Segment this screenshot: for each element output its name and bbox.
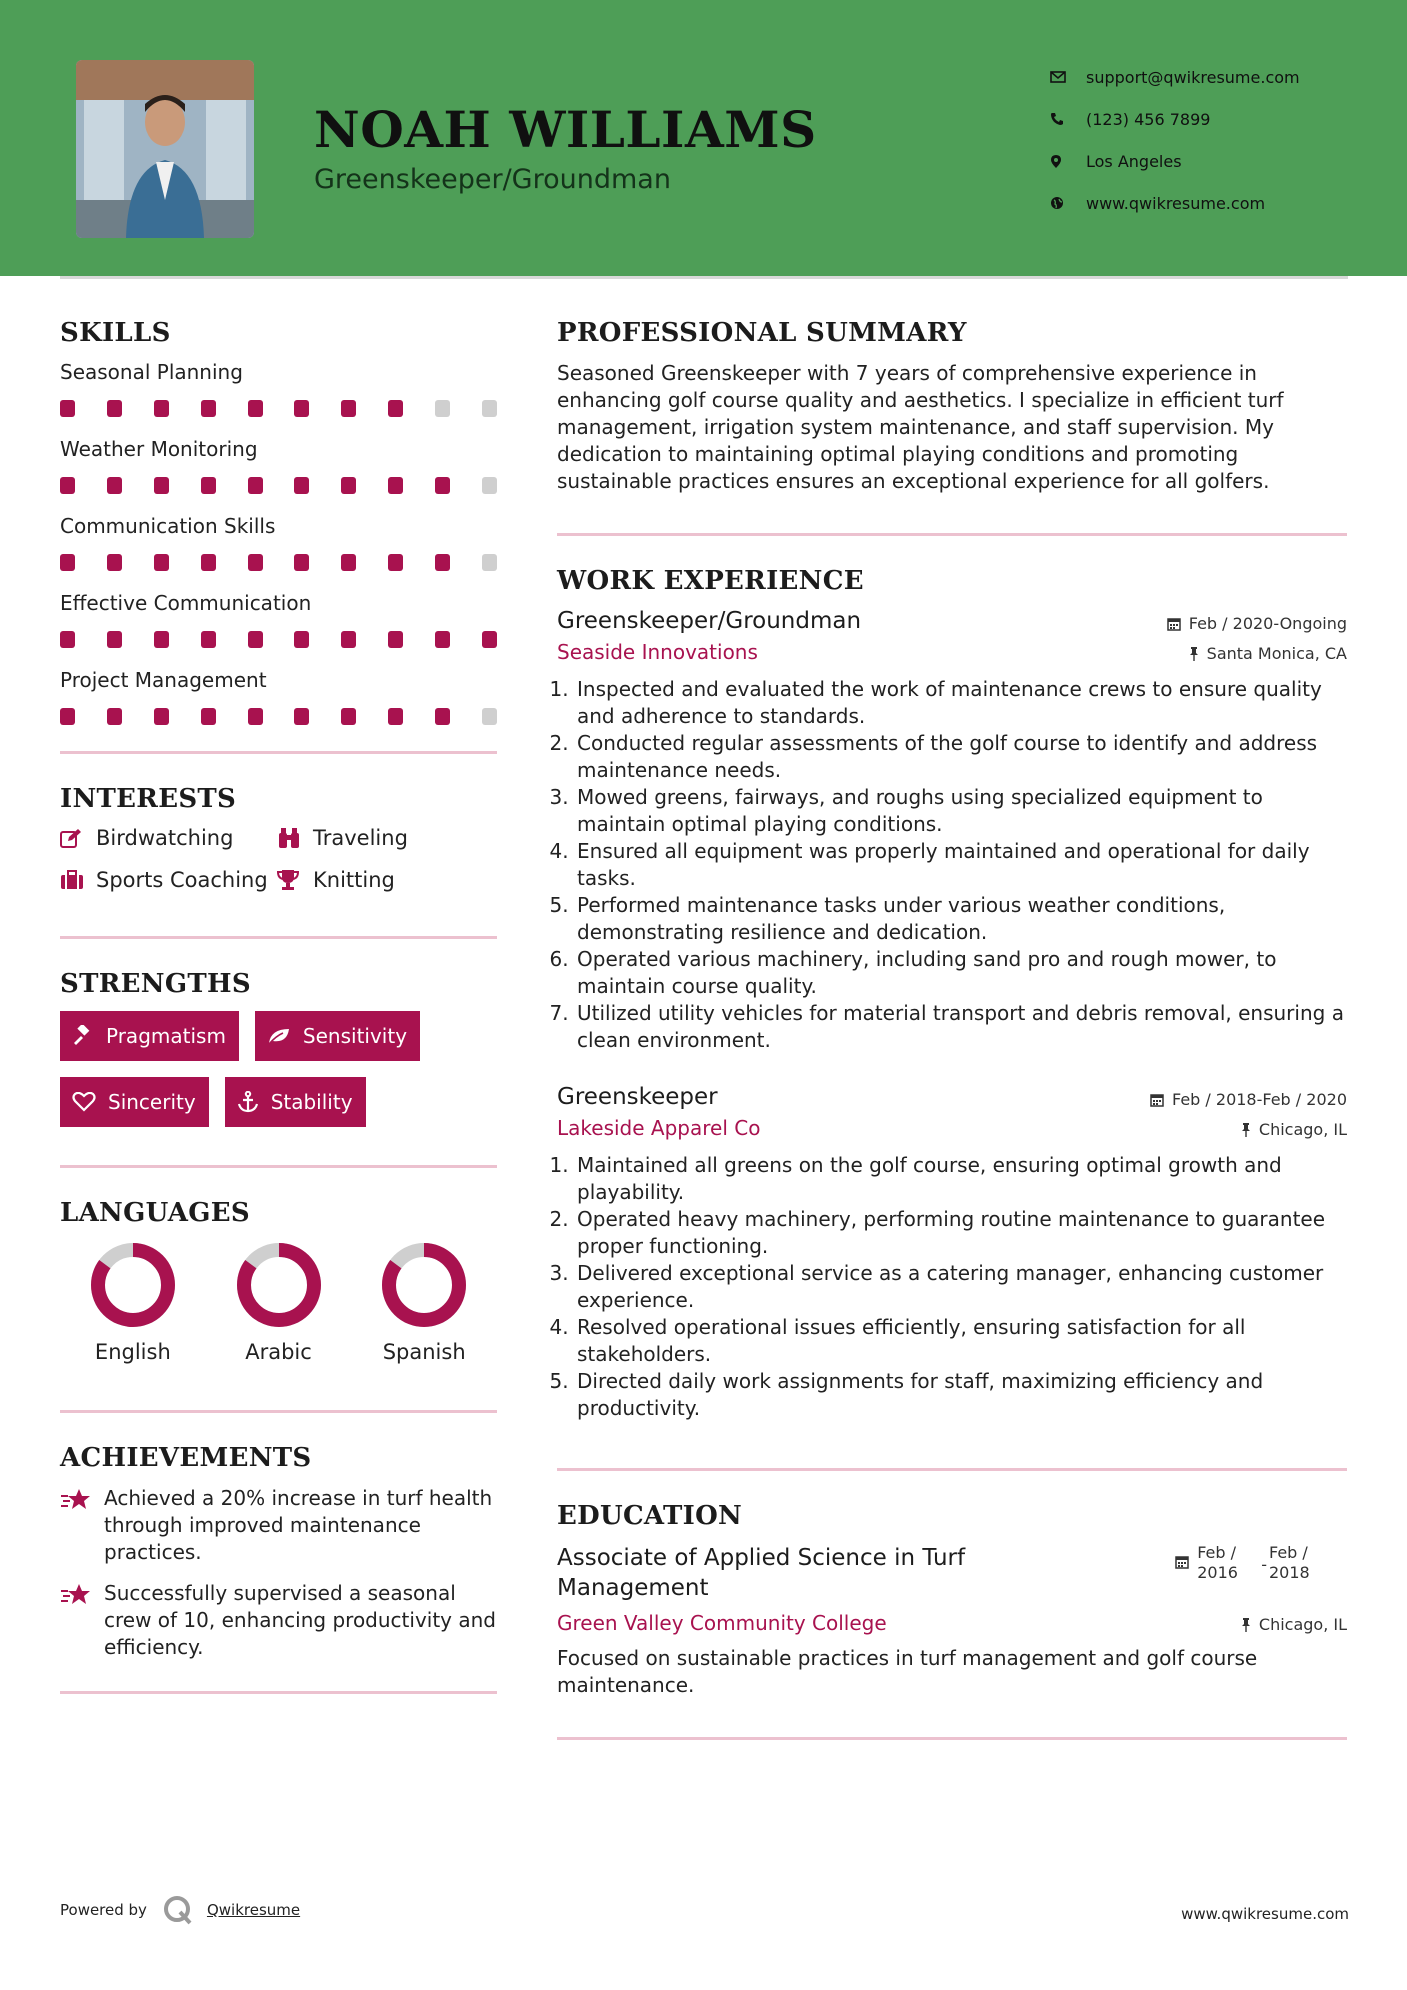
- job-subheader: [557, 1116, 1347, 1140]
- gavel-icon: [72, 1025, 94, 1047]
- achievement-text: Successfully supervised a seasonal crew of 10, enhancing productivity and efficiency.: [104, 1581, 497, 1659]
- interest-label: Traveling: [313, 826, 408, 850]
- rating-dot: [60, 631, 75, 648]
- education-date-dash: -: [1261, 1555, 1267, 1574]
- skill-item: [60, 437, 497, 494]
- skill-item: [60, 360, 497, 417]
- briefcase-icon: [60, 870, 96, 890]
- rating-dot: [341, 477, 356, 494]
- job-bullet: 6. Operated various machinery, including sand pro and rough mower, to maintain course quality.: [575, 946, 1347, 1000]
- contact-email-text: support@qwikresume.com: [1086, 67, 1300, 87]
- rating-dot: [482, 708, 497, 725]
- rating-dot: [154, 400, 169, 417]
- job-bullet: 4. Ensured all equipment was properly maintained and operational for daily tasks.: [575, 838, 1347, 892]
- section-divider: [557, 1468, 1347, 1471]
- job-bullet: 7. Utilized utility vehicles for material transport and debris removal, ensuring a clean environment.: [575, 1000, 1347, 1054]
- job-bullet: 5. Directed daily work assignments for staff, maximizing efficiency and productivity.: [575, 1368, 1347, 1422]
- rating-dot: [154, 554, 169, 571]
- strength-tag: [255, 1011, 420, 1061]
- achievement-text: Achieved a 20% increase in turf health through improved maintenance practices.: [104, 1486, 493, 1564]
- edit-icon: [60, 828, 96, 848]
- summary-text: Seasoned Greenskeeper with 7 years of comprehensive experience in enhancing golf course quality and aesthetics. I specialize in efficient turf management, irrigation system maintenance, and staff supervision. My dedication to maintaining optimal playing conditions and promoting sustainable practices ensures an exceptional experience for all golfers.: [557, 361, 1284, 493]
- skill-item: [60, 514, 497, 571]
- education-description: Focused on sustainable practices in turf management and golf course maintenance.: [557, 1646, 1258, 1697]
- rating-dot: [60, 477, 75, 494]
- job-bullets: [557, 676, 1347, 1054]
- job-bullet: 5. Performed maintenance tasks under various weather conditions, demonstrating resilience and dedication.: [575, 892, 1347, 946]
- section-divider: [60, 1691, 497, 1694]
- language-label: Arabic: [245, 1340, 312, 1364]
- school-name: Green Valley Community College: [557, 1611, 887, 1635]
- job-title: Greenskeeper/Groundman: [557, 608, 862, 634]
- rating-dot: [294, 400, 309, 417]
- company-name: Lakeside Apparel Co: [557, 1116, 761, 1140]
- rating-dot: [482, 400, 497, 417]
- job-bullet: 1. Inspected and evaluated the work of maintenance crews to ensure quality and adherence to standards.: [575, 676, 1347, 730]
- rating-dot: [154, 708, 169, 725]
- strength-label: Pragmatism: [106, 1024, 226, 1048]
- rating-dot: [294, 477, 309, 494]
- strength-tag: [225, 1077, 366, 1127]
- rating-dot: [388, 400, 403, 417]
- language-ring: [236, 1242, 322, 1328]
- skill-name: Weather Monitoring: [60, 437, 258, 461]
- job-dates: [1167, 614, 1347, 633]
- language-label: English: [94, 1340, 171, 1364]
- education-start: Feb / 2016: [1197, 1543, 1238, 1582]
- skill-name: Communication Skills: [60, 514, 276, 538]
- job-bullets: [557, 1152, 1347, 1422]
- interest-item: [277, 826, 497, 850]
- pushpin-icon: [1241, 1618, 1251, 1632]
- language-ring: [90, 1242, 176, 1328]
- language-label: Spanish: [382, 1340, 466, 1364]
- binoculars-icon: [277, 827, 313, 849]
- section-divider: [60, 1410, 497, 1413]
- skill-rating: [60, 477, 497, 494]
- qwikresume-logo-icon: [163, 1895, 193, 1925]
- rating-dot: [154, 631, 169, 648]
- candidate-name: NOAH WILLIAMS: [314, 100, 817, 159]
- skill-rating: [60, 554, 497, 571]
- job-title: Greenskeeper: [557, 1084, 718, 1110]
- skill-name: Seasonal Planning: [60, 360, 243, 384]
- skill-rating: [60, 400, 497, 417]
- strengths-list: [60, 1011, 497, 1127]
- rating-dot: [435, 708, 450, 725]
- rating-dot: [341, 708, 356, 725]
- strength-label: Stability: [270, 1090, 353, 1114]
- rating-dot: [341, 554, 356, 571]
- rating-dot: [201, 554, 216, 571]
- header: [0, 0, 1407, 276]
- interests-list: [60, 826, 497, 892]
- rating-dot: [248, 554, 263, 571]
- job-location-text: Chicago, IL: [1258, 1120, 1347, 1139]
- rating-dot: [107, 477, 122, 494]
- job-dates-text: Feb / 2020-Ongoing: [1188, 614, 1347, 633]
- achievement-item: [60, 1580, 497, 1661]
- rating-dot: [482, 554, 497, 571]
- rating-dot: [341, 631, 356, 648]
- phone-icon: [1050, 112, 1086, 126]
- contact-phone[interactable]: [1050, 98, 1390, 140]
- rating-dot: [388, 631, 403, 648]
- section-title-experience: WORK EXPERIENCE: [557, 566, 864, 596]
- summary-section: [557, 318, 1347, 495]
- rating-dot: [388, 477, 403, 494]
- interest-item: [60, 868, 277, 892]
- star-icon: [60, 1485, 104, 1566]
- skill-rating: [60, 708, 497, 725]
- job-dates-text: Feb / 2018-Feb / 2020: [1172, 1090, 1347, 1109]
- section-divider: [60, 936, 497, 939]
- skill-name: Project Management: [60, 668, 267, 692]
- company-name: Seaside Innovations: [557, 640, 758, 664]
- education-location-text: Chicago, IL: [1258, 1615, 1347, 1634]
- star-icon: [60, 1580, 104, 1661]
- rating-dot: [248, 400, 263, 417]
- job-header: [557, 608, 1347, 634]
- calendar-icon: [1167, 617, 1181, 631]
- pushpin-icon: [1241, 1123, 1251, 1137]
- rating-dot: [435, 631, 450, 648]
- job-bullet: 3. Delivered exceptional service as a catering manager, enhancing customer experience.: [575, 1260, 1347, 1314]
- section-divider: [557, 533, 1347, 536]
- languages-list: [60, 1242, 497, 1364]
- strengths-section: [60, 969, 497, 1127]
- rating-dot: [341, 400, 356, 417]
- contact-website-text: www.qwikresume.com: [1086, 193, 1266, 213]
- map-pin-icon: [1050, 154, 1086, 169]
- skill-rating: [60, 631, 497, 648]
- rating-dot: [388, 554, 403, 571]
- trophy-icon: [277, 869, 313, 891]
- job-entry: [557, 608, 1347, 1054]
- language-item: [351, 1242, 497, 1364]
- education-header: [557, 1543, 1347, 1603]
- job-bullet: 1. Maintained all greens on the golf course, ensuring optimal growth and playability.: [575, 1152, 1347, 1206]
- section-divider: [60, 751, 497, 754]
- skills-list: [60, 360, 497, 725]
- strength-tag: [60, 1077, 209, 1127]
- job-header: [557, 1084, 1347, 1110]
- skill-item: [60, 591, 497, 648]
- strength-label: Sincerity: [108, 1090, 196, 1114]
- rating-dot: [248, 477, 263, 494]
- globe-icon: [1050, 196, 1086, 210]
- anchor-icon: [237, 1091, 259, 1113]
- job-location-text: Santa Monica, CA: [1206, 644, 1347, 663]
- rating-dot: [60, 400, 75, 417]
- rating-dot: [60, 708, 75, 725]
- job-bullet: 2. Conducted regular assessments of the golf course to identify and address maintenance needs.: [575, 730, 1347, 784]
- section-title-summary: PROFESSIONAL SUMMARY: [557, 318, 967, 348]
- calendar-icon: [1175, 1555, 1189, 1569]
- footer-powered-by: [60, 1895, 300, 1925]
- languages-section: [60, 1198, 497, 1364]
- pushpin-icon: [1189, 647, 1199, 661]
- job-bullet: 4. Resolved operational issues efficiently, ensuring satisfaction for all stakeholders.: [575, 1314, 1347, 1368]
- section-divider: [557, 1737, 1347, 1740]
- rating-dot: [60, 554, 75, 571]
- heart-icon: [72, 1092, 96, 1112]
- interest-label: Sports Coaching: [96, 868, 268, 892]
- contact-phone-text: (123) 456 7899: [1086, 109, 1211, 129]
- job-location: [1189, 644, 1347, 663]
- section-title-languages: LANGUAGES: [60, 1198, 250, 1228]
- strength-tag: [60, 1011, 239, 1061]
- contact-website[interactable]: [1050, 182, 1390, 224]
- section-title-interests: INTERESTS: [60, 784, 237, 814]
- job-location: [1241, 1120, 1347, 1139]
- rating-dot: [201, 708, 216, 725]
- job-bullet: 3. Mowed greens, fairways, and roughs using specialized equipment to maintain optimal playing conditions.: [575, 784, 1347, 838]
- rating-dot: [294, 708, 309, 725]
- section-title-skills: SKILLS: [60, 318, 171, 348]
- experience-section: [557, 566, 1347, 1422]
- skill-name: Effective Communication: [60, 591, 312, 615]
- contact-location: [1050, 140, 1390, 182]
- rating-dot: [201, 477, 216, 494]
- skill-item: [60, 668, 497, 725]
- education-section: [557, 1501, 1347, 1699]
- job-entry: [557, 1084, 1347, 1422]
- contact-location-text: Los Angeles: [1086, 151, 1182, 171]
- calendar-icon: [1150, 1093, 1164, 1107]
- interest-item: [277, 868, 497, 892]
- achievement-item: [60, 1485, 497, 1566]
- rating-dot: [201, 631, 216, 648]
- rating-dot: [435, 477, 450, 494]
- footer-website[interactable]: www.qwikresume.com: [1181, 1905, 1349, 1923]
- envelope-icon: [1050, 71, 1086, 83]
- rating-dot: [107, 631, 122, 648]
- rating-dot: [107, 708, 122, 725]
- rating-dot: [248, 708, 263, 725]
- interest-item: [60, 826, 277, 850]
- rating-dot: [107, 554, 122, 571]
- job-dates: [1150, 1090, 1347, 1109]
- interest-label: Birdwatching: [96, 826, 234, 850]
- profile-photo: [76, 60, 254, 238]
- education-dates: [1175, 1543, 1311, 1583]
- left-column: [60, 318, 497, 1694]
- interests-section: [60, 784, 497, 892]
- brand-link[interactable]: Qwikresume: [206, 1901, 301, 1919]
- contact-list: [1050, 56, 1390, 224]
- right-column: [557, 318, 1347, 1740]
- candidate-role: Greenskeeper/Groundman: [314, 164, 671, 195]
- section-title-education: EDUCATION: [557, 1501, 743, 1531]
- powered-by-label: Powered by: [60, 1901, 147, 1919]
- rating-dot: [435, 400, 450, 417]
- section-title-achievements: ACHIEVEMENTS: [60, 1443, 312, 1473]
- education-location: [1241, 1615, 1347, 1634]
- education-end: Feb / 2018: [1269, 1543, 1310, 1582]
- rating-dot: [294, 631, 309, 648]
- language-item: [206, 1242, 352, 1364]
- section-title-strengths: STRENGTHS: [60, 969, 251, 999]
- rating-dot: [201, 400, 216, 417]
- language-ring: [381, 1242, 467, 1328]
- job-bullet: 2. Operated heavy machinery, performing routine maintenance to guarantee proper functioning.: [575, 1206, 1347, 1260]
- job-subheader: [557, 640, 1347, 664]
- header-divider: [60, 276, 1348, 279]
- achievements-section: [60, 1443, 497, 1661]
- rating-dot: [248, 631, 263, 648]
- education-subheader: [557, 1611, 1347, 1635]
- strength-label: Sensitivity: [302, 1024, 408, 1048]
- rating-dot: [388, 708, 403, 725]
- skills-section: [60, 318, 497, 725]
- leaf-icon: [267, 1027, 291, 1045]
- interest-label: Knitting: [313, 868, 395, 892]
- section-divider: [60, 1165, 497, 1168]
- language-item: [60, 1242, 206, 1364]
- rating-dot: [482, 477, 497, 494]
- rating-dot: [482, 631, 497, 648]
- contact-email[interactable]: [1050, 56, 1390, 98]
- rating-dot: [435, 554, 450, 571]
- rating-dot: [107, 400, 122, 417]
- degree-title: Associate of Applied Science in Turf Management: [557, 1545, 966, 1601]
- rating-dot: [294, 554, 309, 571]
- rating-dot: [154, 477, 169, 494]
